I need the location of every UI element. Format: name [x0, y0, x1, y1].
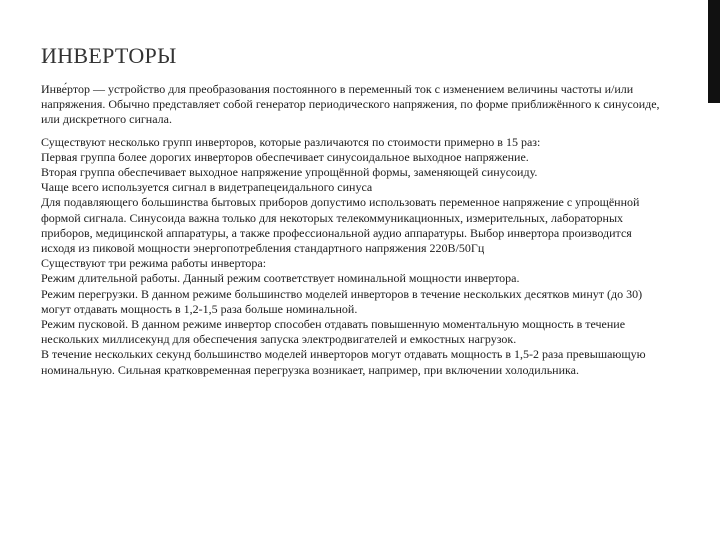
paragraph-groups: Существуют несколько групп инверторов, которые различаются по стоимости примерно в 15 раз:	[41, 134, 541, 149]
accent-bar	[708, 0, 720, 103]
intro-paragraph: Инве́ртор — устройство для преобразования постоянного в переменный ток с изменением величины частоты и/или напряжения. Обычно представляет собой генератор периодического напряжения, по форме приближённого к синусоиде, или дискретного сигнала.	[41, 82, 660, 127]
paragraph-overload-mode: Режим перегрузки. В данном режиме большинство моделей инверторов в течение нескольких десятков минут (до 30) могут отдавать мощность в 1,2-1,5 раза больше номинальной.	[41, 286, 643, 316]
paragraph-household: Для подавляющего большинства бытовых приборов допустимо использовать переменное напряжение с упрощённой формой сигнала. Синусоида важна только для некоторых телекоммуникационных, измерительных, лабораторных приборов, медицинской аппаратуры, а также профессиональной аудио аппаратуры. Выбор инвертора производится исходя из пиковой мощности энергопотребления стандартного напряжения 220В/50Гц	[41, 195, 640, 256]
slide-body	[41, 82, 661, 378]
paragraph-first-group: Первая группа более дорогих инверторов обеспечивает синусоидальное выходное напряжение.	[41, 149, 529, 164]
paragraph-second-group: Вторая группа обеспечивает выходное напряжение упрощённой формы, заменяющей синусоиду.	[41, 165, 538, 180]
paragraph-startup-mode: Режим пусковой. В данном режиме инвертор способен отдавать повышенную моментальную мощность в течение нескольких миллисекунд для обеспечения запуска электродвигателей и емкостных нагрузок.	[41, 317, 626, 347]
paragraph-signal: Чаще всего используется сигнал в видетрапецеидального синуса	[41, 180, 373, 195]
paragraph-continuous-mode: Режим длительной работы. Данный режим соответствует номинальной мощности инвертора.	[41, 271, 520, 286]
paragraph-short-overload: В течение нескольких секунд большинство моделей инверторов могут отдавать мощность в 1,5-2 раза превышающую номинальную. Сильная кратковременная перегрузка возникает, например, при включении холодильника.	[41, 347, 646, 377]
paragraph-modes: Существуют три режима работы инвертора:	[41, 256, 267, 271]
slide-title: ИНВЕРТОРЫ	[41, 43, 177, 68]
